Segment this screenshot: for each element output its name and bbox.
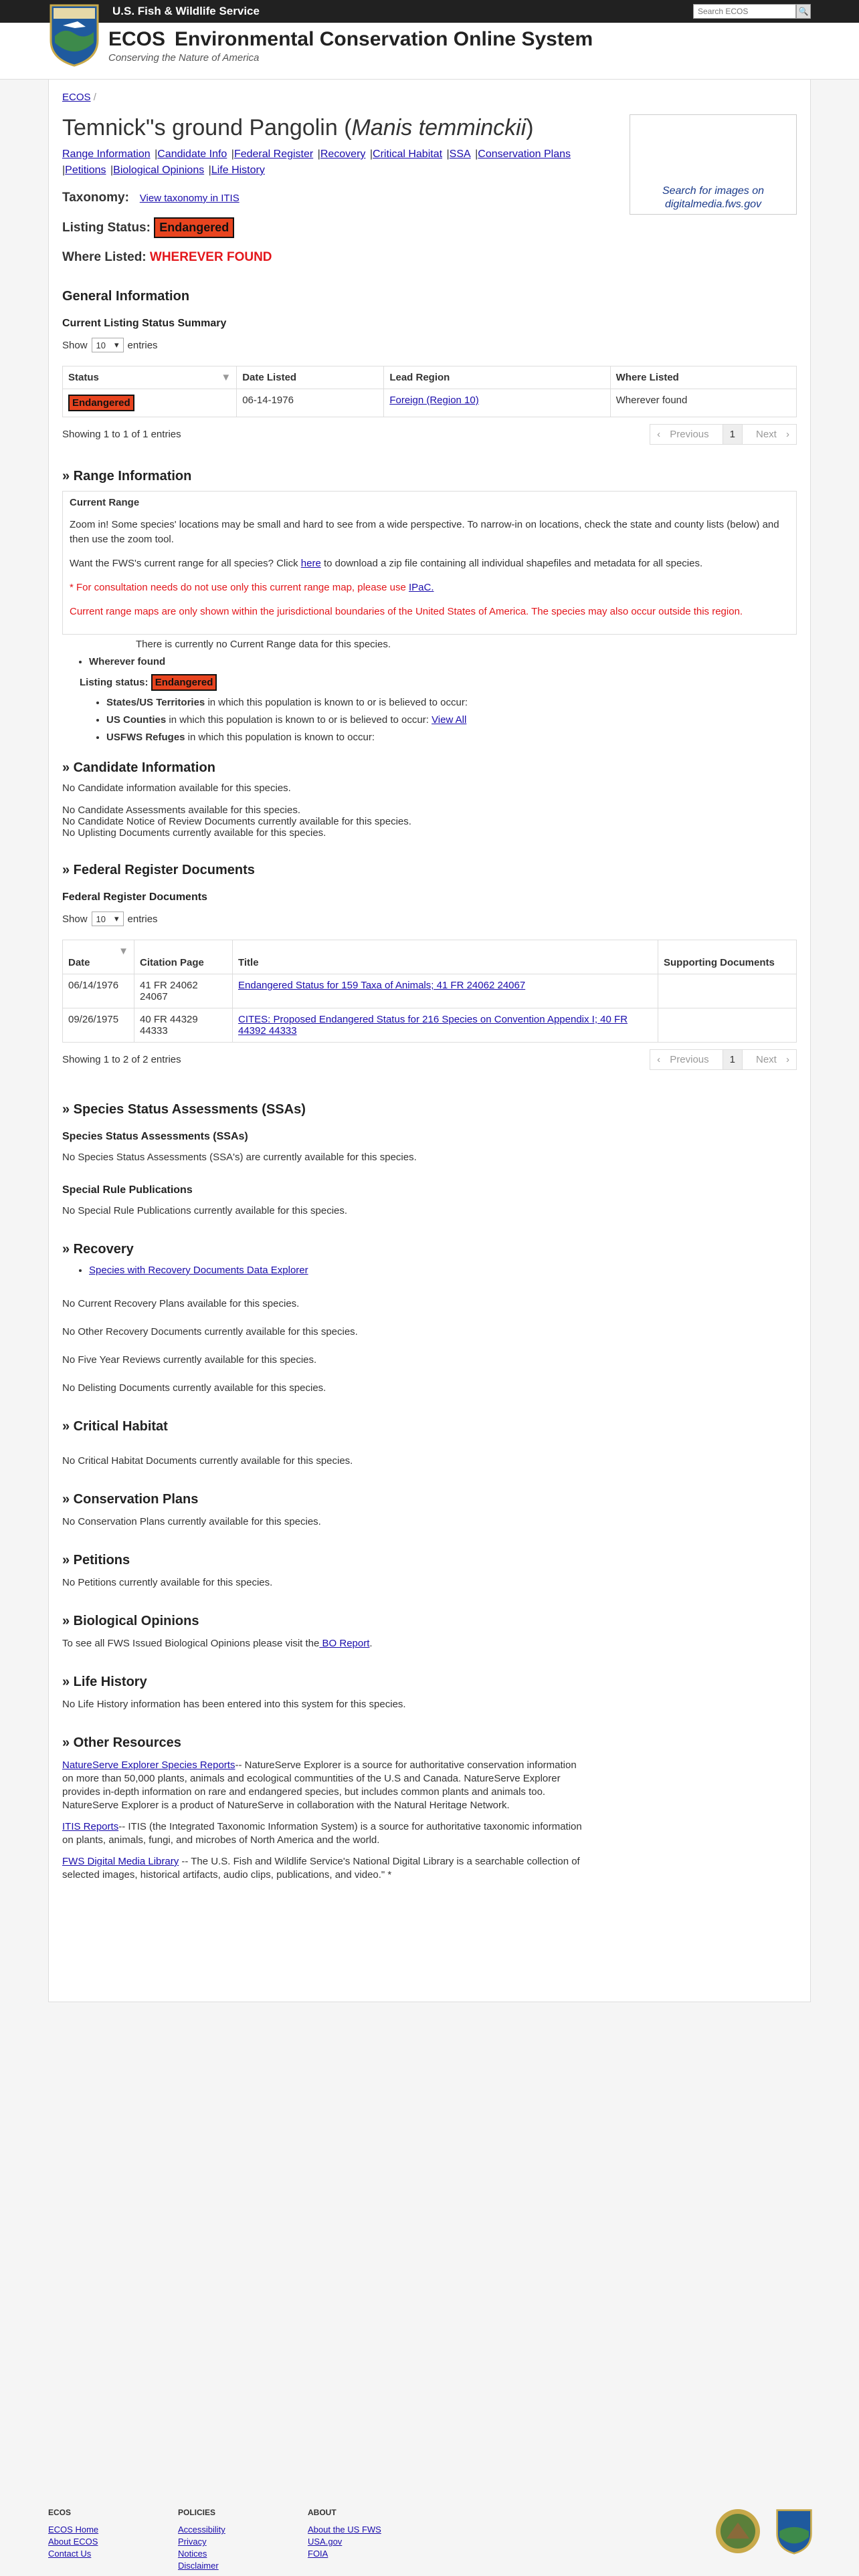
col-title[interactable]: Title xyxy=(233,940,658,974)
ssa-heading: » Species Status Assessments (SSAs) xyxy=(62,1102,306,1117)
col-where-listed[interactable]: Where Listed xyxy=(610,366,796,389)
sort-icon: ▼ xyxy=(118,946,128,957)
col-citation[interactable]: Citation Page xyxy=(134,940,233,974)
status-badge: Endangered xyxy=(68,395,134,411)
site-search xyxy=(693,4,811,19)
fr-pager: Showing 1 to 2 of 2 entries ‹ Previous 1 Next › xyxy=(62,1049,797,1070)
nav-critical-habitat[interactable]: Critical Habitat xyxy=(373,148,443,160)
brand-acronym[interactable]: ECOS xyxy=(108,28,166,50)
species-profile: ECOS / Search for images on digitalmedia.fws.gov Temnick''s ground Pangolin (Manis temminckii) Range Information |Candidate Info |Federal Register |Recovery |Critical Habitat |SSA |Conservation Plans |Petitions |Biological Opinions |Life History Taxonomy: View taxonomy in ITIS Listing Status: Endangered Where Listed: WHEREVER FOUND General Information Current Listing Status Summary Show 10 ▾ entries Status ▼ Date Listed Lead Region Where Listed Endangered 06-14-1976 Foreign (Region 10) Wherever found Showing 1 to 1 of 1 entries ‹ Previous 1 Next › » Range Information Current Range Zoom in! Some species' locations may be small and hard to see from a wide perspective. To narrow-in on locations, check the state and county lists (below) and then use the zoom tool. Want the FWS's current range for all species? Click here to download a zip file containing all individual shapefiles and metadata for all species. * For consultation needs do not use only this current range map, please use IPaC. Current range maps are only shown within the jurisdictional boundaries of the United States of America. The species may also occur outside this region. There is currently no Current Range data for this species. • Wherever found Listing status: Endangered • States/US Territories in which this population is known to or is believed to occur: • US Counties in which this population is known to or is believed to occur: View All • USFWS Refuges in which this population is known to occur: » Candidate Information No Candidate information available for this species. No Candidate Assessments available for this species. No Candidate Notice of Review Documents currently available for this species. No Uplisting Documents currently available for this species. » Federal Register Documents Federal Register Documents Show 10 ▾ entries ▼ Date Citation Page Title Supporting Documents 06/14/1976 41 FR 24062 24067 Endangered Status for 159 Taxa of Animals; 41 FR 24062 24067 09/26/1975 40 FR 44329 44333 CITES: Proposed Endangered Status for 216 Species on Convention Appendix I; 40 FR 44392 44333 Showing 1 to 2 of 2 entries ‹ Previous 1 Next › » Species Status Assessments (SSAs) Species Status Assessments (SSAs) No Species Status Assessments (SSA's) are currently available for this species. Special Rule Publications No Special Rule Publications currently available for this species. » Recovery • Species with Recovery Documents Data Explorer No Current Recovery Plans available for this species. No Other Recovery Documents currently available for this species. No Five Year Reviews currently available for this species. No Delisting Documents currently available for this species. » Critical Habitat No Critical Habitat Documents currently available for this species. » Conservation Plans No Conservation Plans currently available for this species. » Petitions No Petitions currently available for this species. » Biological Opinions To see all FWS Issued Biological Opinions please visit the BO Report. » Life History No Life History information has been entered into this system for this species. » Other Resources NatureServe Explorer Species Reports-- NatureServe Explorer is a source for authoritative conservation information on more than 50,000 plants, animals and ecological communtities of the U.S and Canada. NatureServe Explorer provides in-depth information on rare and endangered species, but includes common plants and animals too. NatureServe Explorer is a product of NatureServe in collaboration with the Natural Heritage Network. ITIS Reports-- ITIS (the Integrated Taxonomic Information System) is a source for authoritative taxonomic information on plants, animals, fungi, and microbes of North America and the world. FWS Digital Media Library -- The U.S. Fish and Wildlife Service's National Digital Library is a searchable collection of selected images, historical artifacts, audio clips, publications, and video." * xyxy=(48,79,811,2002)
population-status: Listing status: Endangered xyxy=(80,674,797,691)
nav-conservation-plans[interactable]: Conservation Plans xyxy=(478,148,571,160)
next-button[interactable]: Next › xyxy=(755,1054,789,1065)
general-info-heading: General Information xyxy=(62,289,190,304)
nav-petitions[interactable]: Petitions xyxy=(65,165,106,176)
fr-document-link[interactable]: Endangered Status for 159 Taxa of Animals; 41 FR 24062 24067 xyxy=(238,980,526,991)
section-nav: Range Information |Candidate Info |Federal Register |Recovery |Critical Habitat |SSA |Conservation Plans |Petitions |Biological Opinions |Life History xyxy=(62,148,571,176)
taxonomy-row: Taxonomy: View taxonomy in ITIS xyxy=(62,191,240,205)
natureserve-link[interactable]: NatureServe Explorer Species Reports xyxy=(62,1759,235,1771)
footer-link[interactable]: Contact Us xyxy=(48,2549,92,2559)
breadcrumb: ECOS / xyxy=(62,92,96,103)
col-date-listed[interactable]: Date Listed xyxy=(237,366,384,389)
chevron-down-icon: ▾ xyxy=(114,340,119,350)
recovery-explorer-link[interactable]: Species with Recovery Documents Data Explorer xyxy=(89,1265,308,1276)
status-badge: Endangered xyxy=(151,674,217,691)
breadcrumb-ecos[interactable]: ECOS xyxy=(62,92,91,103)
image-search-link[interactable]: Search for images on digitalmedia.fws.gov xyxy=(662,185,765,210)
nav-federal-register[interactable]: Federal Register xyxy=(233,148,314,160)
col-date[interactable]: ▼ Date xyxy=(63,940,134,974)
nav-recovery[interactable]: Recovery xyxy=(320,148,366,160)
lead-region-link[interactable]: Foreign (Region 10) xyxy=(389,395,479,406)
footer-link[interactable]: Accessibility xyxy=(178,2525,225,2535)
bo-report-link[interactable]: BO Report xyxy=(319,1638,370,1649)
sort-icon: ▼ xyxy=(221,372,231,383)
col-lead-region[interactable]: Lead Region xyxy=(384,366,610,389)
fws-shield-logo[interactable] xyxy=(48,3,100,67)
scientific-name: Manis temminckii xyxy=(351,115,527,140)
where-listed-value: WHEREVER FOUND xyxy=(149,250,272,264)
table-row: 06/14/1976 41 FR 24062 24067 Endangered Status for 159 Taxa of Animals; 41 FR 24062 24067 xyxy=(63,974,797,1008)
page-1-button[interactable]: 1 xyxy=(723,425,743,444)
footer-link[interactable]: Notices xyxy=(178,2549,207,2559)
footer-link[interactable]: USA.gov xyxy=(308,2537,343,2547)
life-history-heading: » Life History xyxy=(62,1675,147,1689)
entries-select[interactable]: 10 ▾ xyxy=(92,338,124,352)
nav-biological-opinions[interactable]: Biological Opinions xyxy=(113,165,205,176)
site-footer xyxy=(0,2474,859,2576)
federal-register-table xyxy=(62,940,797,1043)
previous-button[interactable]: ‹ Previous xyxy=(650,1050,723,1069)
footer-about: ABOUT About the US FWS USA.gov FOIA xyxy=(308,2508,381,2559)
petitions-heading: » Petitions xyxy=(62,1553,130,1568)
nav-range[interactable]: Range Information xyxy=(62,148,151,160)
footer-link[interactable]: About the US FWS xyxy=(308,2525,381,2535)
status-badge: Endangered xyxy=(154,217,234,238)
footer-link[interactable]: Privacy xyxy=(178,2537,207,2547)
footer-policies: POLICIES Accessibility Privacy Notices Disclaimer xyxy=(178,2508,225,2571)
other-resources-heading: » Other Resources xyxy=(62,1735,181,1750)
table-row: 09/26/1975 40 FR 44329 44333 CITES: Proposed Endangered Status for 216 Species on Convention Appendix I; 40 FR 44392 44333 xyxy=(63,1008,797,1043)
search-button[interactable] xyxy=(796,4,811,19)
ipac-link[interactable]: IPaC. xyxy=(408,582,434,593)
entries-select[interactable]: 10 ▾ xyxy=(92,911,124,926)
entries-control: Show 10 ▾ entries xyxy=(62,338,797,352)
listing-summary-heading: Current Listing Status Summary xyxy=(62,318,227,329)
range-download-link[interactable]: here xyxy=(300,558,321,569)
listing-status-row: Listing Status: Endangered xyxy=(62,217,797,238)
entries-control: Show 10 ▾ entries xyxy=(62,911,797,926)
listing-table xyxy=(62,366,797,417)
fr-document-link[interactable]: CITES: Proposed Endangered Status for 216 Species on Convention Appendix I; 40 FR 44392 44333 xyxy=(238,1014,628,1037)
candidate-heading: » Candidate Information xyxy=(62,760,215,775)
page-title: Temnick''s ground Pangolin (Manis temminckii) xyxy=(62,115,534,140)
critical-habitat-heading: » Critical Habitat xyxy=(62,1419,168,1434)
fws-shield-icon xyxy=(771,2508,818,2555)
range-heading: » Range Information xyxy=(62,469,192,484)
image-search-box xyxy=(630,114,797,215)
recovery-heading: » Recovery xyxy=(62,1242,134,1257)
biological-opinions-heading: » Biological Opinions xyxy=(62,1614,199,1628)
listing-pager: Showing 1 to 1 of 1 entries ‹ Previous 1 Next › xyxy=(62,424,797,445)
footer-link[interactable]: FOIA xyxy=(308,2549,328,2559)
itis-reports-link[interactable]: ITIS Reports xyxy=(62,1821,119,1832)
col-status[interactable]: Status ▼ xyxy=(63,366,237,389)
nav-life-history[interactable]: Life History xyxy=(211,165,265,176)
search-icon: 🔍 xyxy=(798,7,809,16)
view-all-counties-link[interactable]: View All xyxy=(432,714,467,726)
conservation-plans-heading: » Conservation Plans xyxy=(62,1492,199,1507)
population-list: • Wherever found xyxy=(62,655,797,669)
table-row: Endangered 06-14-1976 Foreign (Region 10) Wherever found xyxy=(63,389,797,417)
itis-taxonomy-link[interactable]: View taxonomy in ITIS xyxy=(139,193,240,204)
footer-link[interactable]: ECOS Home xyxy=(48,2525,99,2535)
nav-ssa[interactable]: SSA xyxy=(449,148,471,160)
nav-candidate[interactable]: Candidate Info xyxy=(157,148,227,160)
previous-button[interactable]: ‹ Previous xyxy=(650,425,723,444)
where-listed-row: Where Listed: WHEREVER FOUND xyxy=(62,250,272,264)
doi-seal-icon xyxy=(714,2508,761,2555)
brand-name: Environmental Conservation Online System xyxy=(175,28,593,50)
agency-name: U.S. Fish & Wildlife Service xyxy=(112,5,260,17)
footer-link[interactable]: Disclaimer xyxy=(178,2561,219,2571)
brand-tagline: Conserving the Nature of America xyxy=(108,52,260,64)
current-range-box: Current Range Zoom in! Some species' locations may be small and hard to see from a wide perspective. To narrow-in on locations, check the state and county lists (below) and then use the zoom tool. Want the FWS's current range for all species? Click here to download a zip file containing all individual shapefiles and metadata for all species. * For consultation needs do not use only this current range map, please use IPaC. Current range maps are only shown within the jurisdictional boundaries of the United States of America. The species may also occur outside this region. xyxy=(62,491,797,635)
next-button[interactable]: Next › xyxy=(755,429,789,440)
chevron-down-icon: ▾ xyxy=(114,914,119,924)
federal-register-heading: » Federal Register Documents xyxy=(62,863,255,877)
top-bar xyxy=(0,0,859,23)
col-supporting[interactable]: Supporting Documents xyxy=(658,940,797,974)
page-1-button[interactable]: 1 xyxy=(723,1050,743,1069)
search-input[interactable] xyxy=(693,4,796,19)
footer-ecos: ECOS ECOS Home About ECOS Contact Us xyxy=(48,2508,99,2559)
brand xyxy=(108,28,593,64)
footer-link[interactable]: About ECOS xyxy=(48,2537,98,2547)
fws-digital-media-link[interactable]: FWS Digital Media Library xyxy=(62,1856,179,1867)
site-header xyxy=(0,23,859,80)
